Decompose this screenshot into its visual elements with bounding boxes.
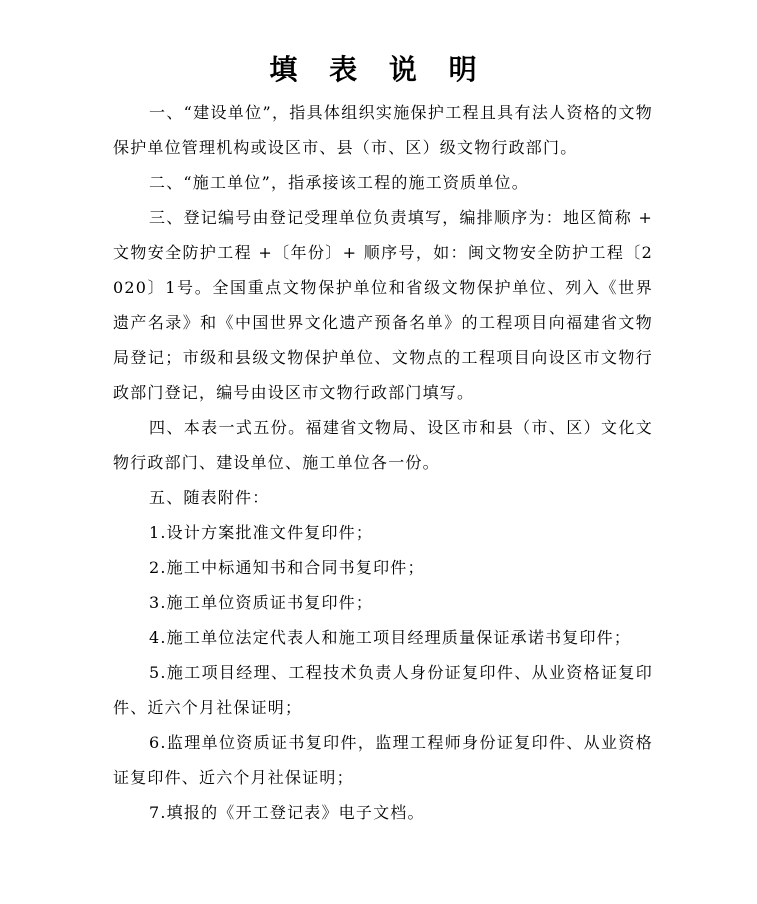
paragraph-1-construction-unit: 一、“建设单位”，指具体组织实施保护工程且具有法人资格的文物保护单位管理机构或设区市、县（市、区）级文物行政部门。 — [113, 103, 653, 157]
paragraph-5-attachments-heading: 五、随表附件： — [149, 488, 270, 507]
page-title: 填 表 说 明 — [269, 53, 488, 86]
paragraph-2-contractor: 二、“施工单位”，指承接该工程的施工资质单位。 — [149, 173, 529, 192]
attachment-item-1: 1.设计方案批准文件复印件； — [149, 523, 374, 542]
instructions-body — [113, 95, 653, 830]
attachment-item-6: 6.监理单位资质证书复印件，监理工程师身份证复印件、从业资格证复印件、近六个月社保证明； — [113, 733, 653, 787]
attachment-item-2: 2.施工中标通知书和合同书复印件； — [149, 558, 425, 577]
attachment-item-3: 3.施工单位资质证书复印件； — [149, 593, 374, 612]
paragraph-3-registration-number: 三、登记编号由登记受理单位负责填写，编排顺序为：地区简称 + 文物安全防护工程 +〔年份〕+ 顺序号，如：闽文物安全防护工程〔2020〕1号。全国重点文物保护单位和省级文物保护单位、列入《世界遗产名录》和《中国世界文化遗产预备名单》的工程项目向福建省文物局登记；市级和县级文物保护单位、文物点的工程项目向设区市文物行政部门登记，编号由设区市文物行政部门填写。 — [113, 208, 653, 402]
attachment-item-5: 5.施工项目经理、工程技术负责人身份证复印件、从业资格证复印件、近六个月社保证明； — [113, 663, 653, 717]
paragraph-4-copies: 四、本表一式五份。福建省文物局、设区市和县（市、区）文化文物行政部门、建设单位、施工单位各一份。 — [113, 418, 653, 472]
attachment-item-4: 4.施工单位法定代表人和施工项目经理质量保证承诺书复印件； — [149, 628, 632, 647]
attachment-item-7: 7.填报的《开工登记表》电子文档。 — [149, 803, 425, 822]
